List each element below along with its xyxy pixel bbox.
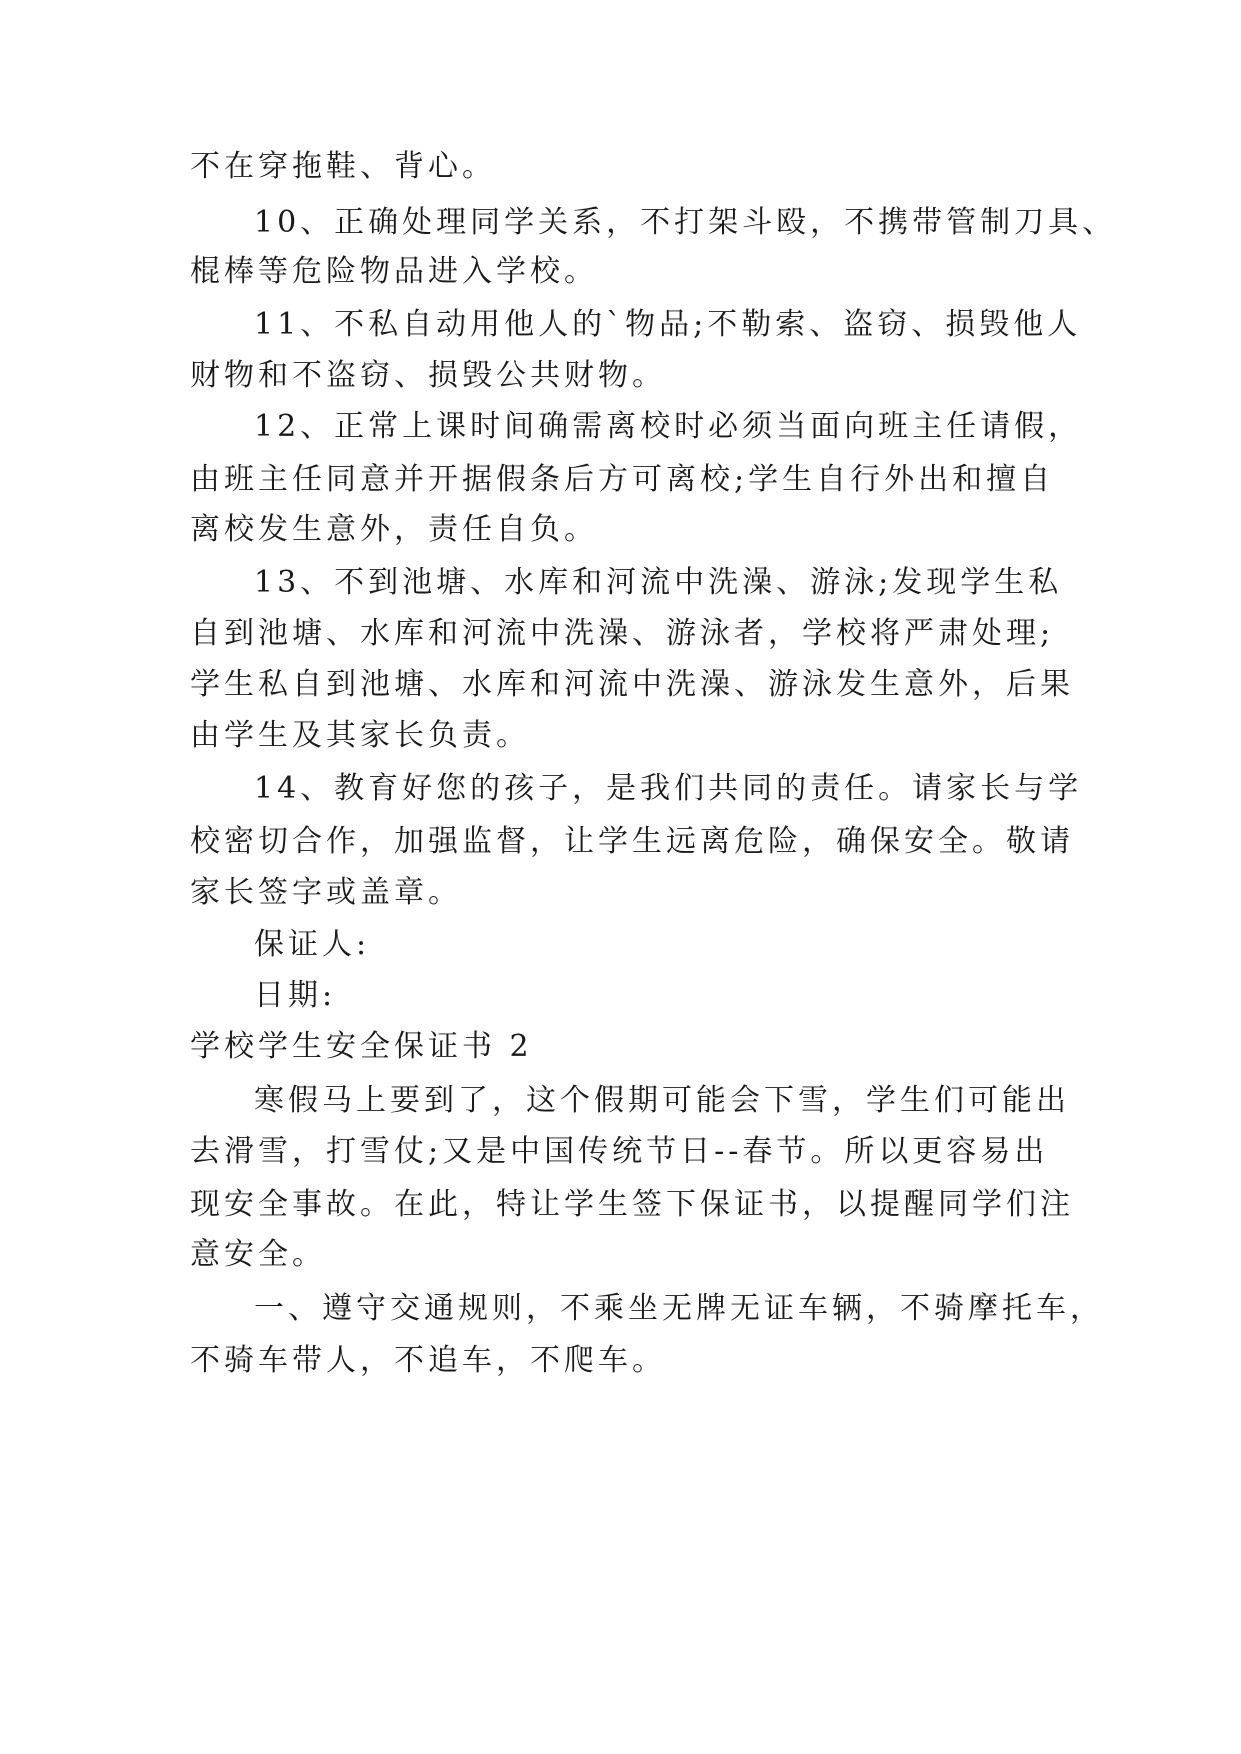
text-line: 现安全事故。在此，特让学生签下保证书，以提醒同学们注 <box>190 1187 1074 1222</box>
text-line: 13、不到池塘、水库和河流中洗澡、游泳;发现学生私 <box>254 565 1063 600</box>
text-line: 校密切合作，加强监督，让学生远离危险，确保安全。敬请 <box>190 824 1074 859</box>
text-line: 12、正常上课时间确需离校时必须当面向班主任请假， <box>254 409 1083 444</box>
text-line: 10、正确处理同学关系，不打架斗殴，不携带管制刀具、 <box>254 205 1117 240</box>
text-line: 学生私自到池塘、水库和河流中洗澡、游泳发生意外，后果 <box>190 667 1074 702</box>
text-line: 自到池塘、水库和河流中洗澡、游泳者，学校将严肃处理; <box>190 616 1055 651</box>
text-line: 离校发生意外，责任自负。 <box>190 512 598 547</box>
text-line: 不骑车带人，不追车，不爬车。 <box>190 1343 666 1378</box>
text-line: 14、教育好您的孩子，是我们共同的责任。请家长与学 <box>254 771 1083 806</box>
text-line: 寒假马上要到了，这个假期可能会下雪，学生们可能出 <box>254 1083 1070 1118</box>
section-title: 学校学生安全保证书 2 <box>190 1029 533 1064</box>
guarantor-label: 保证人: <box>254 927 371 962</box>
text-line: 由学生及其家长负责。 <box>190 718 530 753</box>
text-line: 一、遵守交通规则，不乘坐无牌无证车辆，不骑摩托车， <box>254 1291 1104 1326</box>
text-line: 意安全。 <box>190 1237 326 1272</box>
text-line: 去滑雪，打雪仗;又是中国传统节日--春节。所以更容易出 <box>190 1134 1049 1169</box>
text-line: 财物和不盗窃、损毁公共财物。 <box>190 358 666 393</box>
text-line: 不在穿拖鞋、背心。 <box>190 149 496 184</box>
text-line: 棍棒等危险物品进入学校。 <box>190 254 598 289</box>
date-label: 日期: <box>254 978 337 1013</box>
text-line: 家长签字或盖章。 <box>190 875 462 910</box>
text-line: 11、不私自动用他人的`物品;不勒索、盗窃、损毁他人 <box>254 307 1082 342</box>
text-line: 由班主任同意并开据假条后方可离校;学生自行外出和擅自 <box>190 462 1055 497</box>
